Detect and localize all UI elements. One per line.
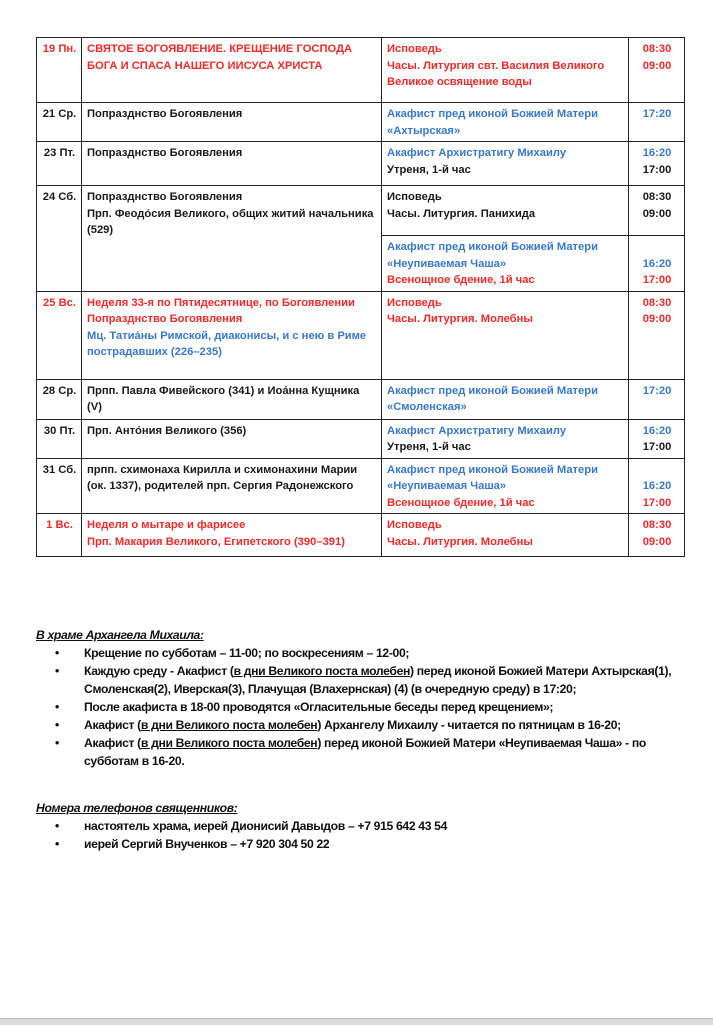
feast-text: прпп. схимонаха Кирилла и схимонахини Марии (ок. 1337), родителей прп. Сергия Радонежского <box>87 463 358 492</box>
feast-text: Мц. Татиа́ны Римской, диаконисы, и с нею в Риме пострадавших (226–235) <box>87 329 367 358</box>
services-cell <box>382 103 629 142</box>
service-time: 16:20 <box>642 480 672 492</box>
schedule-row <box>37 514 685 557</box>
feast-text: Неделя о мытаре и фарисее <box>87 519 246 531</box>
service-text: Акафист пред иконой Божией Матери «Смоленская» <box>387 384 598 413</box>
service-time: 09:00 <box>642 59 672 72</box>
feast-cell <box>82 186 382 292</box>
service-text: Всенощное бдение, 1й час <box>387 274 535 286</box>
bullet-icon: • <box>55 736 59 750</box>
notes-text: Каждую среду - Акафист ( <box>84 664 234 678</box>
time-cell <box>629 514 685 557</box>
date-label: 1 Вс. <box>46 519 73 531</box>
services-cell <box>382 458 629 514</box>
service-time <box>634 462 680 479</box>
bullet-icon: • <box>55 819 59 833</box>
services-cell <box>382 419 629 458</box>
service-time: 09:00 <box>642 535 672 548</box>
service-text: Великое освящение воды <box>387 76 532 88</box>
service-time: 09:00 <box>642 313 672 325</box>
feast-cell <box>82 419 382 458</box>
service-time: 08:30 <box>642 296 672 309</box>
feast-text: Прпп. Павла Фивейского (341) и Иоа́нна Кущника (V) <box>87 384 360 413</box>
service-text: Утреня, 1-й час <box>387 441 471 453</box>
services-cell <box>382 142 629 186</box>
time-cell <box>629 186 685 236</box>
notes-text: Крещение по субботам – 11-00; по воскресениям – 12-00; <box>84 646 410 660</box>
service-text: Акафист Архистратигу Михаилу <box>387 147 567 159</box>
service-time: 09:00 <box>642 207 672 220</box>
time-cell <box>629 291 685 379</box>
date-cell <box>37 38 82 103</box>
schedule-body <box>37 38 685 557</box>
feast-cell <box>82 103 382 142</box>
notes-text: После акафиста в 18-00 проводятся «Огласительные беседы перед крещением»; <box>84 700 554 714</box>
schedule-row <box>37 291 685 379</box>
date-label: 30 Пт. <box>43 424 76 437</box>
service-time: 17:00 <box>642 163 672 176</box>
service-text: Исповедь <box>387 519 442 531</box>
bullet-icon: • <box>55 664 59 678</box>
service-time: 16:20 <box>642 257 672 270</box>
date-label: 24 Сб. <box>42 191 77 203</box>
feast-text: Неделя 33-я по Пятидесятнице, по Богоявлении <box>87 296 355 309</box>
date-label: 19 Пн. <box>42 43 77 55</box>
service-text: Утреня, 1-й час <box>387 163 471 176</box>
service-time: 08:30 <box>642 519 672 531</box>
notes-text: ) перед иконой Божией Матери «Неупиваемая Чаша» - по субботам в 16-20. <box>84 736 646 768</box>
underlined-text: в дни Великого поста молебен <box>233 664 411 678</box>
services-cell <box>382 236 629 292</box>
schedule-row <box>37 103 685 142</box>
time-cell <box>629 236 685 292</box>
services-cell <box>382 379 629 419</box>
date-label: 25 Вс. <box>43 296 76 309</box>
service-text: Акафист пред иконой Божией Матери «Неупиваемая Чаша» <box>387 463 598 492</box>
service-time: 17:00 <box>642 274 672 286</box>
service-text: Акафист пред иконой Божией Матери «Неупиваемая Чаша» <box>387 241 598 270</box>
bullet-icon: • <box>55 718 59 732</box>
feast-cell <box>82 514 382 557</box>
service-text: Часы. Литургия. Панихида <box>387 207 536 220</box>
underlined-text: в дни Великого поста молебен <box>140 718 318 732</box>
feast-text: Прп. Макария Великого, Египетского (390–391) <box>87 535 345 548</box>
time-cell <box>629 38 685 103</box>
date-label: 31 Сб. <box>42 463 77 476</box>
bullet-icon: • <box>55 646 59 660</box>
service-time: 17:00 <box>642 441 672 453</box>
date-cell <box>37 291 82 379</box>
time-cell <box>629 103 685 142</box>
spacer <box>634 239 680 256</box>
schedule-row <box>37 38 685 103</box>
date-cell <box>37 142 82 186</box>
notes-item <box>36 662 696 698</box>
phones-section <box>36 799 696 853</box>
service-text: Акафист пред иконой Божией Матери «Ахтырская» <box>387 108 598 137</box>
service-time: 17:00 <box>642 496 672 509</box>
schedule-row <box>37 419 685 458</box>
service-text: Часы. Литургия. Молебны <box>387 535 533 548</box>
service-time: 16:20 <box>642 424 672 437</box>
bullet-icon: • <box>55 700 59 714</box>
notes-item <box>36 698 696 716</box>
schedule-table <box>36 37 685 557</box>
date-cell <box>37 186 82 292</box>
service-time: 16:20 <box>642 147 672 159</box>
schedule-row <box>37 458 685 514</box>
phones-heading: Номера телефонов священников: <box>36 801 238 815</box>
date-label: 21 Ср. <box>42 108 77 120</box>
service-time: 17:20 <box>642 384 672 397</box>
service-time: 08:30 <box>642 43 672 55</box>
phones-list <box>36 817 696 853</box>
service-time: 17:20 <box>642 108 672 120</box>
date-cell <box>37 514 82 557</box>
notes-text: Акафист ( <box>84 718 141 732</box>
feast-text: Прп. Анто́ния Великого (356) <box>87 424 247 437</box>
feast-text: СВЯТОЕ БОГОЯВЛЕНИЕ. КРЕЩЕНИЕ ГОСПОДА БОГА И СПАСА НАШЕГО ИИСУСА ХРИСТА <box>87 43 353 72</box>
feast-cell <box>82 379 382 419</box>
schedule-row <box>37 379 685 419</box>
feast-text: Попразднство Богоявления <box>87 191 243 203</box>
service-text: Исповедь <box>387 43 442 55</box>
feast-text: Попразднство Богоявления <box>87 108 243 120</box>
services-cell <box>382 291 629 379</box>
time-cell <box>629 458 685 514</box>
time-cell <box>629 419 685 458</box>
underlined-text: в дни Великого поста молебен <box>140 736 318 750</box>
time-cell <box>629 379 685 419</box>
service-text: Всенощное бдение, 1й час <box>387 496 535 509</box>
services-cell <box>382 186 629 236</box>
feast-text: Попразднство Богоявления <box>87 147 243 159</box>
service-text: Акафист Архистратигу Михаилу <box>387 424 567 437</box>
notes-text: ) Архангелу Михаилу - читается по пятницам в 16-20; <box>317 718 621 732</box>
notes-item <box>36 734 696 770</box>
time-cell <box>629 142 685 186</box>
phone-text: настоятель храма, иерей Дионисий Давыдов – +7 915 642 43 54 <box>84 819 448 833</box>
service-text: Часы. Литургия. Молебны <box>387 313 533 325</box>
service-text: Исповедь <box>387 191 442 203</box>
services-cell <box>382 38 629 103</box>
service-text: Исповедь <box>387 296 442 309</box>
feast-cell <box>82 458 382 514</box>
date-cell <box>37 458 82 514</box>
date-cell <box>37 419 82 458</box>
phone-item <box>36 835 696 853</box>
feast-text: Прп. Феодо́сия Великого, общих житий начальника (529) <box>87 207 374 236</box>
feast-cell <box>82 142 382 186</box>
notes-list <box>36 644 696 770</box>
service-text: Часы. Литургия свт. Василия Великого <box>387 59 605 72</box>
feast-cell <box>82 291 382 379</box>
services-cell <box>382 514 629 557</box>
notes-item <box>36 644 696 662</box>
phone-item <box>36 817 696 835</box>
date-label: 28 Ср. <box>42 384 77 397</box>
schedule-row <box>37 186 685 236</box>
feast-text: Попразднство Богоявления <box>87 313 243 325</box>
date-cell <box>37 379 82 419</box>
date-label: 23 Пт. <box>43 147 76 159</box>
phone-text: иерей Сергий Внученков – +7 920 304 50 22 <box>84 837 330 851</box>
service-time: 08:30 <box>642 191 672 203</box>
notes-text: Акафист ( <box>84 736 141 750</box>
notes-item <box>36 716 696 734</box>
notes-text: ) перед иконой Божией Матери Ахтырская(1), Смоленская(2), Иверская(3), Плачущая (Влахернская) (4) (в очередную среду) в 17:20; <box>84 664 672 696</box>
feast-cell <box>82 38 382 103</box>
notes-heading: В храме Архангела Михаила: <box>36 628 204 642</box>
notes-section <box>36 626 696 770</box>
date-cell <box>37 103 82 142</box>
bullet-icon: • <box>55 837 59 851</box>
schedule-row <box>37 142 685 186</box>
